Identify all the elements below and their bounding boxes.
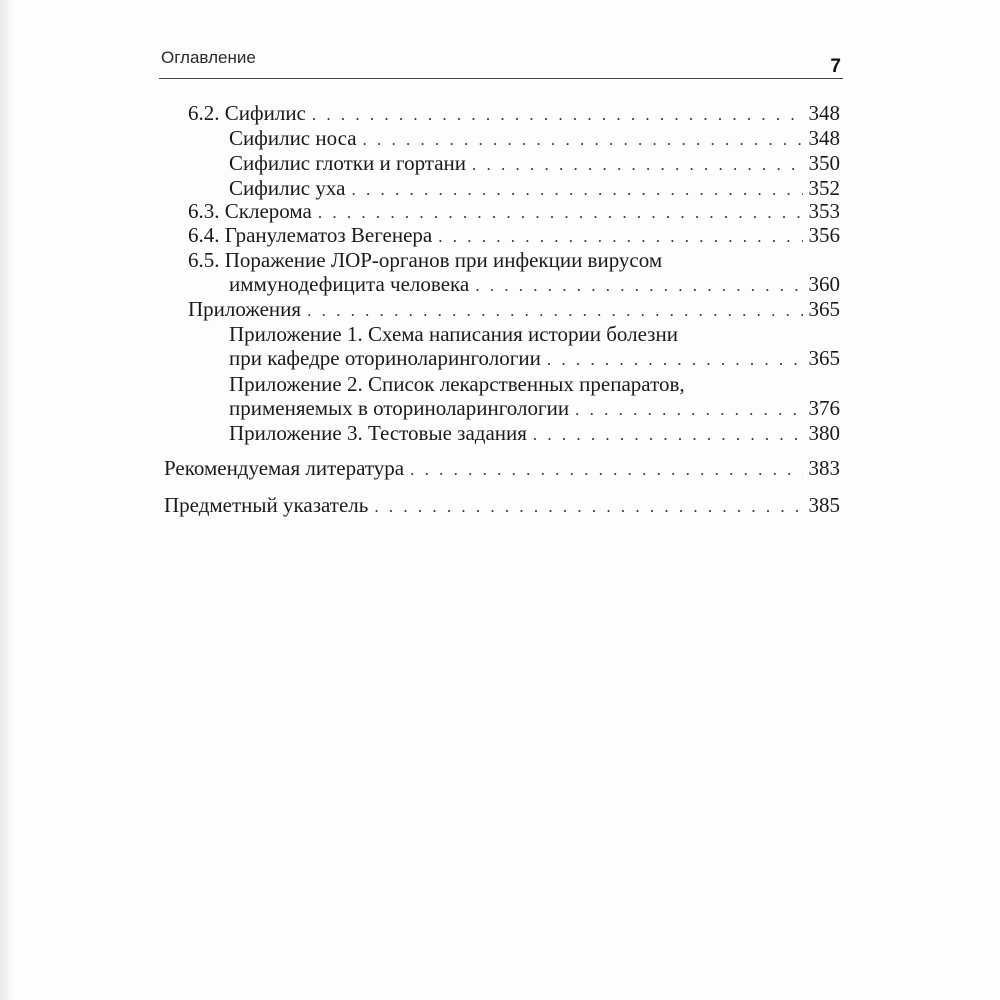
toc-leader-dots [438, 225, 802, 249]
toc-entry[interactable] [188, 101, 840, 127]
toc-entry-label: Сифилис носа [229, 126, 357, 150]
toc-entry[interactable] [188, 199, 840, 225]
toc-leader-dots [374, 495, 802, 519]
toc-entry[interactable] [229, 346, 840, 372]
toc-entry-label: Предметный указатель [164, 493, 369, 517]
toc-entry[interactable] [188, 223, 840, 249]
toc-entry-label: Рекомендуемая литература [164, 456, 405, 480]
toc-entry-label: Сифилис уха [229, 176, 346, 200]
toc-entry-label: 6.4. Гранулематоз Вегенера [188, 223, 433, 247]
toc-leader-dots [363, 128, 803, 152]
toc-entry-first-line[interactable]: Приложение 2. Список лекарственных препаратов, [229, 372, 685, 396]
toc-entry[interactable] [164, 456, 840, 482]
toc-leader-dots [312, 103, 803, 127]
page-number: 7 [830, 56, 841, 77]
toc-entry[interactable] [229, 396, 840, 422]
toc-entry[interactable] [229, 126, 840, 152]
toc-entry-label: Сифилис глотки и гортани [229, 151, 467, 175]
toc-entry-page: 383 [808, 456, 840, 480]
toc-leader-dots [547, 348, 803, 372]
toc-entry-label: при кафедре оториноларингологии [229, 346, 541, 370]
toc-entry-first-line[interactable]: Приложение 1. Схема написания истории болезни [229, 322, 678, 346]
toc-entry-label: иммунодефицита человека [229, 272, 470, 296]
toc-leader-dots [475, 274, 802, 298]
toc-leader-dots [533, 423, 803, 447]
toc-entry[interactable] [188, 297, 840, 323]
toc-entry-label: 6.3. Склерома [188, 199, 312, 223]
toc-entry-page: 350 [808, 151, 840, 175]
toc-leader-dots [318, 201, 803, 225]
toc-entry-page: 365 [808, 346, 840, 370]
toc-entry[interactable] [164, 493, 840, 519]
toc-entry-label: 6.2. Сифилис [188, 101, 306, 125]
toc-entry[interactable] [229, 272, 840, 298]
toc-entry-page: 360 [808, 272, 840, 296]
page-header [159, 44, 843, 79]
toc-leader-dots [410, 458, 802, 482]
toc-entry-label: применяемых в оториноларингологии [229, 396, 570, 420]
toc-entry-page: 352 [808, 176, 840, 200]
toc-entry-page: 385 [808, 493, 840, 517]
page-gutter-shadow [0, 0, 14, 1000]
toc-entry-page: 365 [808, 297, 840, 321]
toc-leader-dots [307, 299, 802, 323]
toc-entry-page: 380 [808, 421, 840, 445]
toc-entry-label: Приложение 3. Тестовые задания [229, 421, 527, 445]
toc-entry[interactable] [229, 421, 840, 447]
toc-leader-dots [472, 153, 802, 177]
toc-entry-page: 348 [808, 101, 840, 125]
toc-entry[interactable] [229, 151, 840, 177]
running-title: Оглавление [161, 48, 256, 67]
toc-entry-page: 356 [808, 223, 840, 247]
toc-leader-dots [575, 398, 802, 422]
toc-entry-label: Приложения [188, 297, 302, 321]
toc-entry-page: 376 [808, 396, 840, 420]
toc-entry-first-line[interactable]: 6.5. Поражение ЛОР-органов при инфекции вирусом [188, 248, 663, 272]
toc-entry-page: 353 [808, 199, 840, 223]
toc-entry-page: 348 [808, 126, 840, 150]
